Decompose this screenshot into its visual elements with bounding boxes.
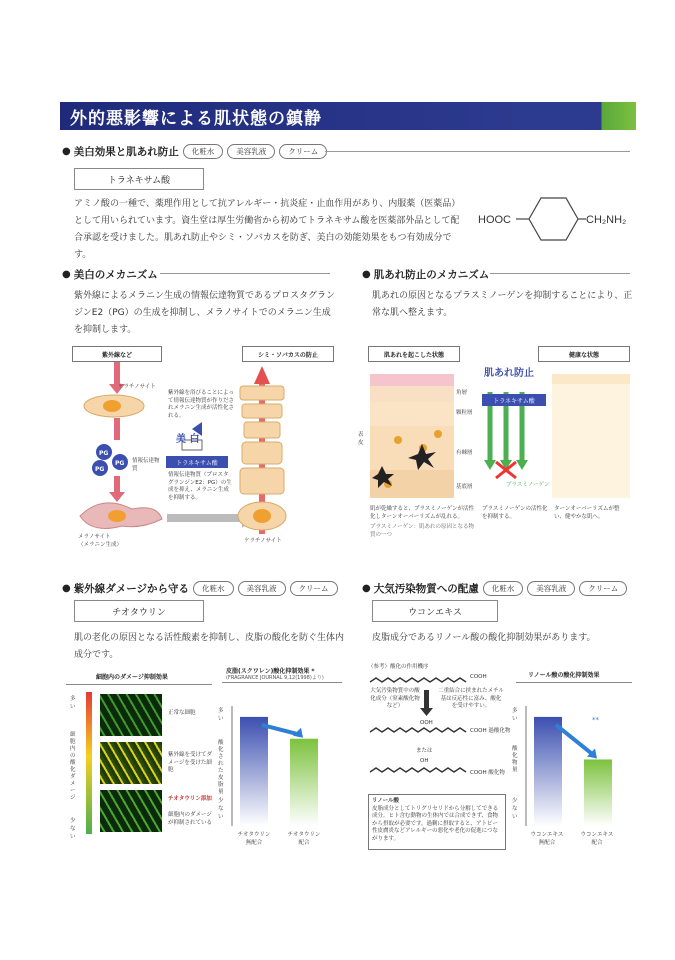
cap-damaged-cell: 紫外線を受けてダメージを受けた細胞 xyxy=(168,752,213,773)
cell-image-normal xyxy=(100,694,162,736)
tag-cream: クリーム xyxy=(579,581,627,596)
badge-tranexamic-2: トラネキサム酸 xyxy=(482,394,546,406)
caption-plasminogen-note: プラスミノーゲン：肌あれの原因となる物質の一つ xyxy=(370,524,475,538)
bullet-icon: ● xyxy=(362,583,371,594)
note-uv-activation: 紫外線を浴びることによって情報伝達物質が作りだされメラニン生成が活性化される。 xyxy=(168,390,235,419)
formula-right: CH₂NH₂ xyxy=(586,214,627,226)
chart2-category-1: ウコンエキス 配合 xyxy=(580,832,614,846)
chart1-title: 皮脂(スクワレン)酸化抑制効果 * xyxy=(226,668,315,675)
caption-healthy: ターンオーバーリズムが整い、健やかな肌へ。 xyxy=(554,506,620,520)
linoleic-title: リノール酸 xyxy=(372,798,400,804)
cooh-1: COOH xyxy=(470,674,487,680)
chart2-plot xyxy=(512,666,634,846)
section-header-uv: ● 紫外線ダメージから守る 化粧水 美容乳液 クリーム xyxy=(62,581,338,596)
turmeric-description: 皮脂成分であるリノール酸の酸化抑制効果があります。 xyxy=(372,633,596,643)
label-messenger: 情報伝達物質 xyxy=(132,458,160,472)
bar-0 xyxy=(534,717,562,826)
chart2-y-top: 多い xyxy=(512,708,518,722)
significance-mark: ** xyxy=(592,716,599,724)
section-header-roughness: ● 肌あれ防止のメカニズム xyxy=(362,269,490,281)
chart2-y-mid: 酸化物量 xyxy=(512,746,518,773)
chart1-plot xyxy=(216,666,346,846)
note-pg-suppression: 情報伝達物質（プロスタグランジンE2：PG）の生成を抑え、メラニン生成を抑制する。 xyxy=(168,472,232,501)
chart1-category-0: チオタウリン 無配合 xyxy=(237,832,271,846)
cooh-oxide: COOH 酸化物 xyxy=(470,770,505,776)
cap-damage-suppressed: 細胞内のダメージが抑制されている xyxy=(168,812,213,826)
chart-squalene xyxy=(216,666,346,846)
layer-spinous: 有棘層 xyxy=(456,450,473,456)
chart2-category-0: ウコンエキス 無配合 xyxy=(530,832,564,846)
box-uv: 紫外線など xyxy=(72,346,162,362)
chart1-subtitle: (FRAGRANCE JOURNAL 9,12(1998)より) xyxy=(226,675,324,681)
tag-emulsion: 美容乳液 xyxy=(527,581,575,596)
layer-stratum-corneum: 角層 xyxy=(456,390,468,396)
roughness-description: 肌あれの原因となるプラスミノーゲンを抑制することにより、正常な肌へ整えます。 xyxy=(372,291,633,318)
page-title: 外的悪影響による肌状態の鎮静 xyxy=(70,109,322,129)
layer-basal: 基底層 xyxy=(456,484,473,490)
linoleic-box xyxy=(368,794,506,850)
tag-cream: クリーム xyxy=(290,581,338,596)
bullet-icon: ● xyxy=(362,269,371,280)
tag-emulsion: 美容乳液 xyxy=(227,144,275,159)
box-rough-skin: 肌あれを起こした状態 xyxy=(368,346,460,362)
cell-panel-title: 細胞内のダメージ抑制効果 xyxy=(96,674,168,681)
chart2-y-bottom: 少ない xyxy=(512,798,518,820)
note-oxidants: 大気汚染物質中の酸化成分（窒素酸化物など） xyxy=(370,688,420,709)
whitening-diagram xyxy=(62,344,338,554)
box-healthy-skin: 健康な状態 xyxy=(538,346,630,362)
tag-lotion: 化粧水 xyxy=(193,581,234,596)
label-melanocyte: メラノサイト xyxy=(78,534,111,540)
label-epidermis: 表皮 xyxy=(358,432,364,446)
divider xyxy=(325,151,630,152)
formula-left: HOOC xyxy=(478,214,511,226)
cell-image-damaged xyxy=(100,742,162,784)
label-keratinocyte: ケラチノサイト xyxy=(118,384,156,390)
label-plasminogen: プラスミノーゲン xyxy=(506,482,550,488)
label-whitening: 美 白 xyxy=(176,434,200,445)
mechanism-ref: （参考）酸化の作用機序 xyxy=(368,664,429,670)
label-prevent-roughness: 肌あれ防止 xyxy=(484,368,534,379)
divider xyxy=(160,273,330,274)
chart1-y-top: 多い xyxy=(218,708,224,722)
bar-1 xyxy=(584,759,612,826)
oxidation-mechanism xyxy=(366,660,511,852)
bullet-icon: ● xyxy=(62,269,71,280)
label-keratinocyte-2: ケラチノサイト xyxy=(244,538,282,544)
pg-molecule-2: PG xyxy=(115,460,125,467)
cap-thiotaurine-added: チオタウリン添加 xyxy=(168,796,212,802)
scale-bottom: 少ない xyxy=(70,818,76,840)
box-spot-prevention: シミ・ソバカスの防止 xyxy=(242,346,334,362)
layer-granular: 顆粒層 xyxy=(456,410,473,416)
ingredient-box-turmeric: ウコンエキス xyxy=(372,600,498,622)
chart2-title: リノール酸の酸化抑制効果 xyxy=(528,672,600,679)
chart1-y-mid: 酸化された皮脂量 xyxy=(218,740,224,795)
pg-molecule-1: PG xyxy=(99,450,109,457)
chart-linoleic xyxy=(512,666,634,846)
cell-image-thiotaurine xyxy=(100,790,162,832)
caption-rough: 肌が乾燥すると、プラスミノーゲンが活性化しターンオーバーリズムが乱れる。 xyxy=(370,506,475,520)
tag-lotion: 化粧水 xyxy=(483,581,524,596)
bar-0 xyxy=(240,717,268,826)
tag-lotion: 化粧水 xyxy=(183,144,224,159)
bar-1 xyxy=(290,739,318,826)
ingredient-box-tranexamic: トラネキサム酸 xyxy=(74,168,204,190)
ingredient-box-thiotaurine: チオタウリン xyxy=(74,600,204,622)
roughness-diagram xyxy=(358,344,634,544)
label-melanocyte-sub: （メラニン生成） xyxy=(78,542,123,548)
bullet-icon: ● xyxy=(62,583,71,594)
cooh-peroxide: COOH 過酸化物 xyxy=(470,728,511,734)
section-header-whitening: ● 美白のメカニズム xyxy=(62,269,158,281)
whitening-description: 紫外線によるメラニン生成の情報伝達物質であるプロスタグランジンE2（PG）の生成を抑制し、メラノサイトでのメラニン生成を抑制します。 xyxy=(74,291,336,335)
section-header-pollution: ● 大気汚染物質への配慮 化粧水 美容乳液 クリーム xyxy=(362,581,627,596)
bullet-icon: ● xyxy=(62,146,71,157)
badge-tranexamic: トラネキサム酸 xyxy=(166,456,228,468)
divider xyxy=(490,273,630,274)
tag-cream: クリーム xyxy=(279,144,327,159)
scale-mid: 細胞内の酸化ダメージ xyxy=(70,732,76,801)
label-or: または xyxy=(416,748,433,754)
chart1-category-1: チオタウリン 配合 xyxy=(287,832,321,846)
damage-scale-bar xyxy=(86,692,92,834)
pg-molecule-3: PG xyxy=(95,466,105,473)
linoleic-body: 皮脂成分としてトリグリセリドから分解してできる成分。ヒト含む動物の生体内では合成できず、食物から摂取が必要です。過剰に摂取すると、アトピー性皮膚炎などアレルギーの悪化や老化の促進につながります。 xyxy=(372,805,499,842)
cell-damage-panel xyxy=(66,672,212,840)
oh-label: OH xyxy=(420,758,429,764)
ooh-label: OOH xyxy=(420,720,433,726)
chart1-y-bottom: 少ない xyxy=(218,798,224,820)
note-methyl: 二重結合に挟まれたメチル基は反応性に富み、酸化を受けやすい。 xyxy=(438,688,504,709)
thiotaurine-description: 肌の老化の原因となる活性酸素を抑制し、皮脂の酸化を防ぐ生体内成分です。 xyxy=(74,633,345,660)
cap-normal-cell: 正常な細胞 xyxy=(168,710,196,716)
scale-top: 多い xyxy=(70,696,76,710)
section-header-whitening-roughness: ● 美白効果と肌あれ防止 化粧水 美容乳液 クリーム xyxy=(62,144,327,159)
tranexamic-formula xyxy=(478,192,638,246)
tag-emulsion: 美容乳液 xyxy=(238,581,286,596)
caption-suppress: プラスミノーゲンの活性化を抑制する。 xyxy=(482,506,548,520)
tranexamic-description: アミノ酸の一種で、薬理作用として抗アレルギー・抗炎症・止血作用があり、内服薬（医薬品）として用いられています。資生堂は厚生労働省から初めてトラネキサム酸を医薬部外品として配合承認を受けました。肌あれ防止やシミ・ソバカスを防ぎ、美白の効能効果をもつ有効成分です。 xyxy=(74,199,461,260)
